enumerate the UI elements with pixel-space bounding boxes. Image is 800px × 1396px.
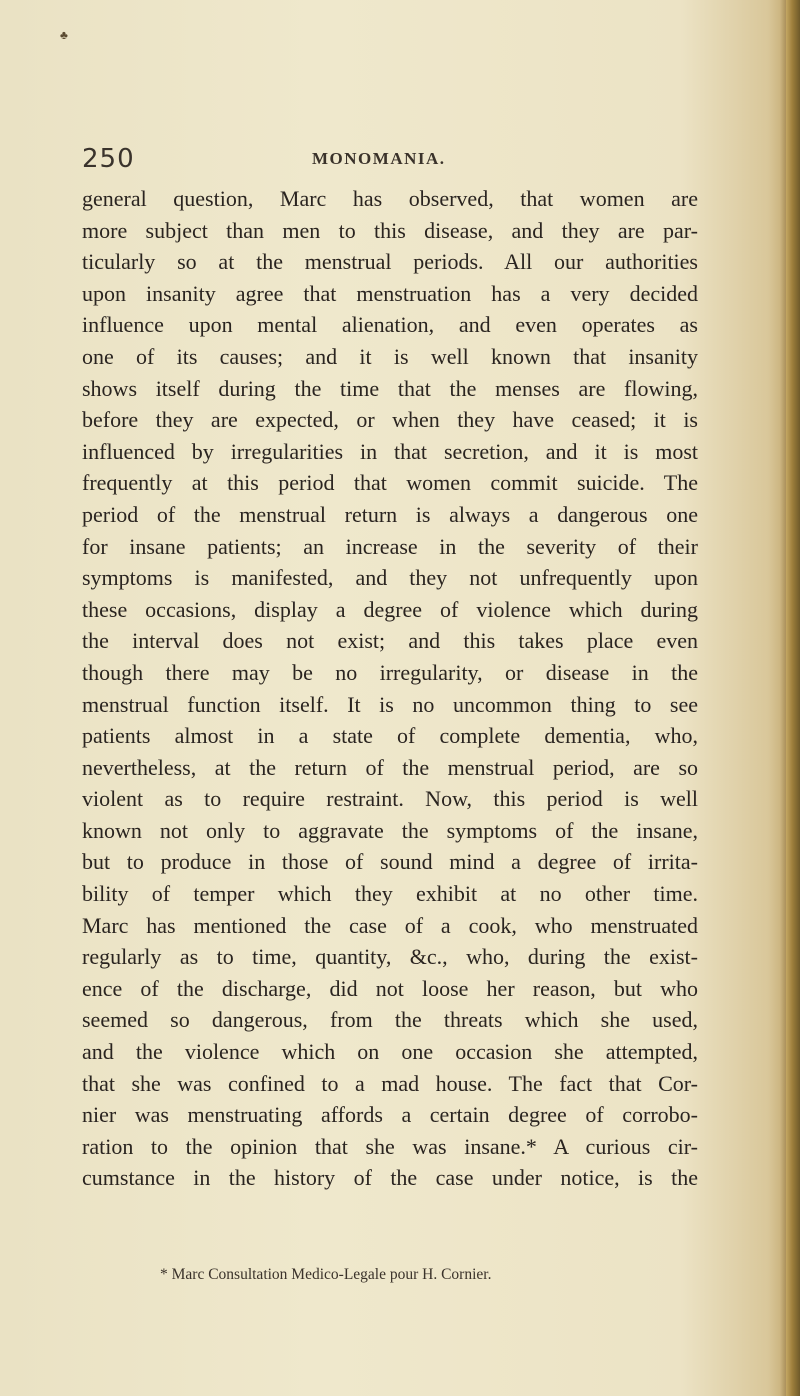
text-line: general question, Marc has observed, that women are <box>82 186 698 211</box>
text-line: seemed so dangerous, from the threats which she used, <box>82 1007 698 1033</box>
text-line: for insane patients; an increase in the severity of their <box>82 533 698 559</box>
page-header <box>82 144 694 174</box>
text-line: ence of the discharge, did not loose her reason, but who <box>82 975 698 1001</box>
text-line: nier was menstruating affords a certain degree of corrobo- <box>82 1102 698 1128</box>
text-line: shows itself during the time that the menses are flowing, <box>82 375 698 401</box>
body-text <box>82 183 698 1194</box>
text-line: cumstance in the history of the case under notice, is the <box>82 1165 698 1191</box>
text-line: influenced by irregularities in that secretion, and it is most <box>82 438 698 464</box>
text-line: one of its causes; and it is well known that insanity <box>82 343 698 369</box>
text-line: upon insanity agree that menstruation has a very decided <box>82 280 698 306</box>
ornament-mark: ♣ <box>60 28 68 42</box>
text-line: period of the menstrual return is always a dangerous one <box>82 501 698 527</box>
text-line: more subject than men to this disease, and they are par- <box>82 217 698 243</box>
text-line: and the violence which on one occasion she attempted, <box>82 1039 698 1065</box>
text-line: known not only to aggravate the symptoms of the insane, <box>82 817 698 843</box>
text-line: that she was confined to a mad house. The fact that Cor- <box>82 1070 698 1096</box>
text-line: these occasions, display a degree of violence which during <box>82 596 698 622</box>
text-line: symptoms is manifested, and they not unfrequently upon <box>82 565 698 591</box>
text-line: menstrual function itself. It is no uncommon thing to see <box>82 691 698 717</box>
text-line: patients almost in a state of complete dementia, who, <box>82 723 698 749</box>
text-line: the interval does not exist; and this takes place even <box>82 628 698 654</box>
text-line: ration to the opinion that she was insane.* A curious cir- <box>82 1133 698 1159</box>
footnote: * Marc Consultation Medico-Legale pour H. Cornier. <box>160 1266 492 1283</box>
text-line: frequently at this period that women commit suicide. The <box>82 470 698 496</box>
text-line: though there may be no irregularity, or disease in the <box>82 659 698 685</box>
text-line: violent as to require restraint. Now, this period is well <box>82 786 698 812</box>
text-line: influence upon mental alienation, and even operates as <box>82 312 698 338</box>
text-line: but to produce in those of sound mind a degree of irrita- <box>82 849 698 875</box>
running-head: MONOMANIA. <box>312 149 446 168</box>
text-line: bility of temper which they exhibit at no other time. <box>82 881 698 907</box>
text-line: Marc has mentioned the case of a cook, who menstruated <box>82 912 698 938</box>
text-line: regularly as to time, quantity, &c., who, during the exist- <box>82 944 698 970</box>
page-edge <box>786 0 800 1396</box>
text-line: nevertheless, at the return of the menstrual period, are so <box>82 754 698 780</box>
page-number: 250 <box>82 144 135 174</box>
text-line: ticularly so at the menstrual periods. All our authorities <box>82 249 698 275</box>
text-line: before they are expected, or when they have ceased; it is <box>82 407 698 433</box>
